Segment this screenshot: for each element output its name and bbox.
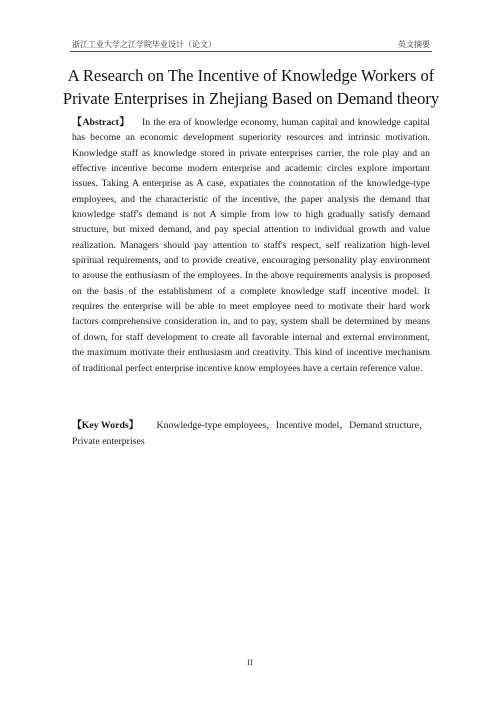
paper-title: A Research on The Incentive of Knowledge Workers of Private Enterprises in Zhejiang Based on Demand theory bbox=[62, 66, 440, 108]
abstract-paragraph bbox=[72, 115, 430, 376]
keywords-text: Knowledge-type employees，Incentive model，Demand structure，Private enterprises bbox=[72, 420, 429, 447]
abstract-text: In the era of knowledge economy, human capital and knowledge capital has become an economic development superiority resources and intrinsic motivation. Knowledge staff as knowledge stored in private enterprises carrier, the role play and an effective incentive become modern enterprise and academic circles explore important issues. Taking A enterprise as A case, expatiates the connotation of the knowledge-type employees, and the characteristic of the incentive, the paper analysis the demand that knowledge staff's demand is not A simple from low to high gradually satisfy demand structure, but mixed demand, and pay special attention to individual growth and value realization. Managers should pay attention to staff's respect, self realization high-level spiritual requirements, and to provide creative, encouraging personality play environment to arouse the enthusiasm of the employees. In the above requirements analysis is proposed on the basis of the establishment of a complete knowledge staff incentive model. It requires the enterprise will be able to meet employee need to motivate their hard work factors comprehensive consideration in, and to pay, system shall be determined by means of down, for staff development to create all favorable internal and external environment, the maximum motivate their enthusiasm and creativity. This kind of incentive mechanism of traditional perfect enterprise incentive know employees have a certain reference value. bbox=[72, 117, 430, 374]
page-number: II bbox=[247, 657, 253, 667]
keywords-label: 【Key Words】 bbox=[72, 420, 139, 431]
header-section-title: 英文摘要 bbox=[398, 40, 430, 49]
header-university-title: 浙江工业大学之江学院毕业设计（论文） bbox=[72, 40, 216, 49]
abstract-label: 【Abstract】 bbox=[72, 117, 131, 128]
header-rule bbox=[70, 51, 432, 52]
page-header bbox=[72, 36, 430, 50]
keywords-paragraph bbox=[72, 418, 434, 449]
